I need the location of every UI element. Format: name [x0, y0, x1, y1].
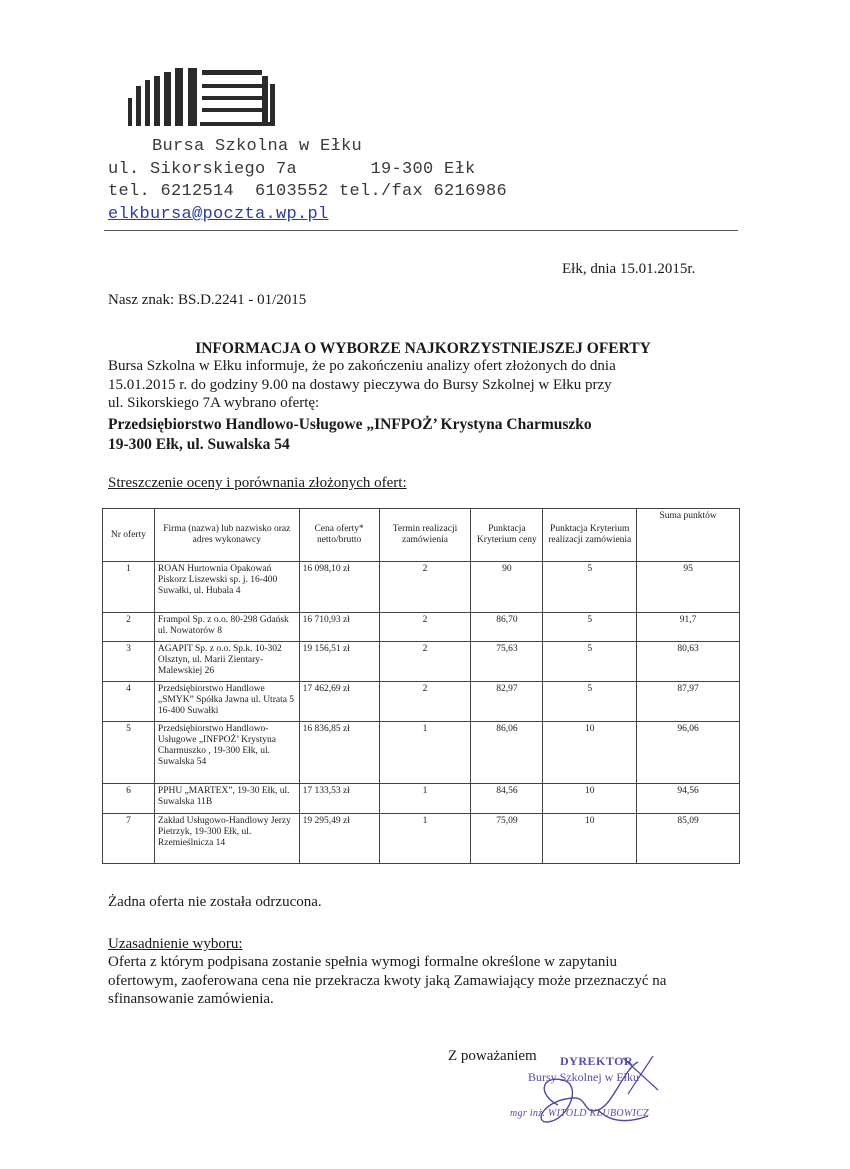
- cell-score-price: 75,63: [471, 642, 543, 682]
- cell-firm: Przedsiębiorstwo Handlowo-Usługowe „INFPOŻ’ Krystyna Charmuszko , 19-300 Ełk, ul. Suwalska 54: [154, 722, 299, 784]
- justification-heading: Uzasadnienie wyboru:: [108, 936, 243, 952]
- cell-term: 2: [379, 642, 471, 682]
- table-row: [103, 562, 740, 613]
- cell-total: 95: [637, 562, 740, 613]
- cell-firm: Zakład Usługowo-Handlowy Jerzy Pietrzyk, 19-300 Ełk, ul. Rzemieślnicza 14: [154, 814, 299, 864]
- cell-term: 2: [379, 682, 471, 722]
- closing-regards: Z poważaniem: [448, 1048, 537, 1064]
- header-term: Termin realizacji zamówienia: [379, 509, 471, 562]
- intro-line: Bursa Szkolna w Ełku informuje, że po zakończeniu analizy ofert złożonych do dnia: [108, 358, 616, 374]
- cell-score-term: 10: [543, 814, 637, 864]
- justification-paragraph: [108, 953, 734, 1009]
- cell-total: 80,63: [637, 642, 740, 682]
- intro-paragraph: [108, 357, 733, 413]
- cell-total: 91,7: [637, 613, 740, 642]
- header-nr: Nr oferty: [103, 509, 155, 562]
- summary-heading: Streszczenie oceny i porównania złożonych ofert:: [108, 475, 407, 491]
- cell-firm: PPHU „MARTEX”, 19-30 Ełk, ul. Suwalska 11B: [154, 784, 299, 814]
- cell-score-price: 75,09: [471, 814, 543, 864]
- cell-score-price: 84,56: [471, 784, 543, 814]
- cell-nr: 4: [103, 682, 155, 722]
- cell-score-price: 86,06: [471, 722, 543, 784]
- justification-line: Oferta z którym podpisana zostanie spełnia wymogi formalne określone w zapytaniu: [108, 954, 618, 970]
- intro-line: ul. Sikorskiego 7A wybrano ofertę:: [108, 395, 320, 411]
- handwritten-signature: [528, 1050, 718, 1140]
- stamp-institution: Bursy Szkolnej w Ełku: [528, 1070, 639, 1084]
- letterhead-email-link[interactable]: elkbursa@poczta.wp.pl: [108, 205, 329, 224]
- cell-score-price: 86,70: [471, 613, 543, 642]
- cell-price: 16 836,85 zł: [299, 722, 379, 784]
- cell-firm: Przedsiębiorstwo Handlowe „SMYK” Spółka Jawna ul. Utrata 5 16-400 Suwałki: [154, 682, 299, 722]
- cell-price: 16 098,10 zł: [299, 562, 379, 613]
- table-header-row: [103, 509, 740, 562]
- rejected-statement: Żadna oferta nie została odrzucona.: [108, 894, 322, 910]
- letterhead-name: Bursa Szkolna w Ełku: [152, 137, 363, 156]
- cell-total: 94,56: [637, 784, 740, 814]
- cell-term: 1: [379, 814, 471, 864]
- cell-score-term: 5: [543, 642, 637, 682]
- cell-total: 96,06: [637, 722, 740, 784]
- cell-term: 2: [379, 562, 471, 613]
- cell-nr: 3: [103, 642, 155, 682]
- table-row: [103, 613, 740, 642]
- selected-offer: [108, 415, 592, 455]
- intro-line: 15.01.2015 r. do godziny 9.00 na dostawy pieczywa do Bursy Szkolnej w Ełku przy: [108, 376, 612, 393]
- cell-nr: 2: [103, 613, 155, 642]
- letterhead-divider: [104, 230, 738, 231]
- cell-term: 2: [379, 613, 471, 642]
- cell-price: 17 462,69 zł: [299, 682, 379, 722]
- cell-price: 17 133,53 zł: [299, 784, 379, 814]
- cell-price: 16 710,93 zł: [299, 613, 379, 642]
- table-row: [103, 784, 740, 814]
- cell-nr: 5: [103, 722, 155, 784]
- table-row: [103, 682, 740, 722]
- cell-score-price: 82,97: [471, 682, 543, 722]
- header-total: Suma punktów: [637, 509, 740, 562]
- document-title: INFORMACJA O WYBORZE NAJKORZYSTNIEJSZEJ OFERTY: [195, 340, 651, 357]
- offers-table: [102, 508, 740, 864]
- cell-term: 1: [379, 784, 471, 814]
- justification-line: ofertowym, zaoferowana cena nie przekracza kwoty jaką Zamawiający może przeznaczyć na: [108, 972, 667, 989]
- cell-nr: 6: [103, 784, 155, 814]
- cell-score-term: 5: [543, 682, 637, 722]
- cell-score-price: 90: [471, 562, 543, 613]
- cell-score-term: 5: [543, 613, 637, 642]
- cell-score-term: 10: [543, 722, 637, 784]
- cell-score-term: 10: [543, 784, 637, 814]
- cell-score-term: 5: [543, 562, 637, 613]
- letterhead-address: ul. Sikorskiego 7a 19-300 Ełk: [108, 160, 476, 179]
- cell-firm: ROAN Hurtownia Opakowań Piskorz Liszewski sp. j. 16-400 Suwałki, ul. Hubala 4: [154, 562, 299, 613]
- cell-firm: Frampol Sp. z o.o. 80-298 Gdańsk ul. Nowatorów 8: [154, 613, 299, 642]
- stamp-title: DYREKTOR: [560, 1054, 634, 1068]
- cell-price: 19 156,51 zł: [299, 642, 379, 682]
- table-row: [103, 722, 740, 784]
- cell-price: 19 295,49 zł: [299, 814, 379, 864]
- justification-line: sfinansowanie zamówienia.: [108, 991, 274, 1007]
- header-score-term: Punktacja Kryterium realizacji zamówienia: [543, 509, 637, 562]
- header-price: Cena oferty* netto/brutto: [299, 509, 379, 562]
- cell-firm: AGAPIT Sp. z o.o. Sp.k. 10-302 Olsztyn, ul. Marii Zientary-Malewskiej 26: [154, 642, 299, 682]
- selected-offer-address: 19-300 Ełk, ul. Suwalska 54: [108, 436, 290, 453]
- stamp-person: mgr inż. WITOLD KŁUBOWICZ: [510, 1108, 650, 1119]
- cell-total: 85,09: [637, 814, 740, 864]
- selected-offer-company: Przedsiębiorstwo Handlowo-Usługowe „INFPOŻ’ Krystyna Charmuszko: [108, 416, 592, 433]
- cell-nr: 1: [103, 562, 155, 613]
- letterhead-phones: tel. 6212514 6103552 tel./fax 6216986: [108, 182, 508, 201]
- header-firm: Firma (nazwa) lub nazwisko oraz adres wykonawcy: [154, 509, 299, 562]
- building-logo-icon: [128, 66, 278, 128]
- document-date: Ełk, dnia 15.01.2015r.: [562, 261, 696, 277]
- cell-term: 1: [379, 722, 471, 784]
- table-row: [103, 642, 740, 682]
- table-row: [103, 814, 740, 864]
- cell-nr: 7: [103, 814, 155, 864]
- reference-number: Nasz znak: BS.D.2241 - 01/2015: [108, 292, 307, 308]
- header-score-price: Punktacja Kryterium ceny: [471, 509, 543, 562]
- cell-total: 87,97: [637, 682, 740, 722]
